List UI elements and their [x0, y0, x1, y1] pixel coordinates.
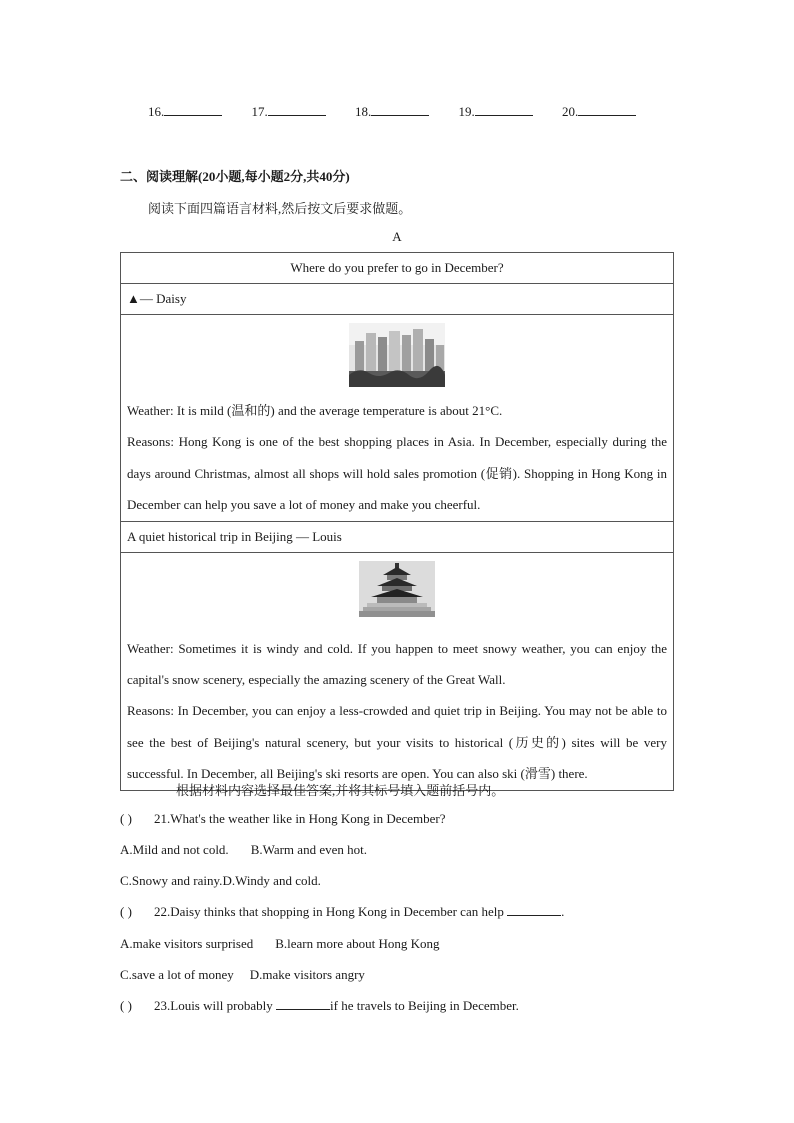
- blank-20: 20.: [562, 104, 636, 120]
- blank-17: 17.: [252, 104, 326, 120]
- section-title: 二、阅读理解(20小题,每小题2分,共40分): [120, 169, 350, 184]
- answer-paren-22: ( ): [120, 904, 132, 919]
- option-22-d: D.make visitors angry: [249, 967, 365, 982]
- daisy-reasons: Reasons: Hong Kong is one of the best shopping places in Asia. In December, especially during the days around Christmas, almost all shops will hold sales promotion (促销). Shopping in Hong Kong in December can help you save a lot of money and make you cheerful.: [127, 434, 667, 513]
- temple-of-heaven-icon: [359, 561, 435, 617]
- passage-letter: A: [392, 229, 402, 244]
- temple-of-heaven-photo: [127, 553, 667, 633]
- question-22-stem: 22.Daisy thinks that shopping in Hong Kong in December can help: [154, 904, 508, 919]
- blank-18: 18.: [355, 104, 429, 120]
- answer-blank-23: [276, 999, 330, 1010]
- entry-louis-text: [127, 633, 667, 790]
- question-23: ( ) 23.Louis will probably if he travels to Beijing in December.: [120, 998, 519, 1013]
- question-21: [120, 811, 446, 827]
- question-21-options-cd: [120, 873, 321, 889]
- option-22-c: C.save a lot of money: [120, 967, 234, 982]
- option-21-d: D.Windy and cold.: [222, 873, 321, 888]
- answer-blanks-row: [148, 104, 648, 120]
- entry-daisy-name: ▲— Daisy: [121, 284, 674, 315]
- answer-paren-21: ( ): [120, 811, 132, 826]
- entry-daisy-text: [127, 395, 667, 521]
- question-21-stem: 21.What's the weather like in Hong Kong in December?: [154, 811, 446, 826]
- question-21-options-ab: [120, 842, 367, 858]
- louis-weather: Weather: Sometimes it is windy and cold. If you happen to meet snowy weather, you can enjoy the capital's snow scenery, especially the amazing scenery of the Great Wall.: [127, 640, 667, 688]
- travel-table: [120, 252, 674, 791]
- hong-kong-skyline-icon: [349, 323, 445, 387]
- blank-16: 16.: [148, 104, 222, 120]
- entry-louis-name: A quiet historical trip in Beijing — Louis: [121, 521, 674, 552]
- table-header: Where do you prefer to go in December?: [121, 253, 674, 284]
- daisy-weather: Weather: It is mild (温和的) and the average temperature is about 21°C.: [127, 403, 503, 418]
- question-22: ( ) 22.Daisy thinks that shopping in Hong Kong in December can help .: [120, 904, 565, 919]
- blank-19: 19.: [459, 104, 533, 120]
- option-21-c: C.Snowy and rainy.: [120, 873, 223, 888]
- option-21-b: B.Warm and even hot.: [250, 842, 367, 857]
- answer-blank-22: [507, 905, 561, 916]
- entry-louis-body: [121, 552, 674, 790]
- question-22-options-cd: [120, 967, 365, 983]
- entry-daisy-body: [121, 315, 674, 522]
- task-instruction: 根据材料内容选择最佳答案,并将其标号填入题前括号内。: [176, 783, 505, 798]
- option-21-a: A.Mild and not cold.: [120, 842, 229, 857]
- hong-kong-skyline-photo: [127, 315, 667, 395]
- question-22-options-ab: [120, 936, 440, 952]
- louis-reasons: Reasons: In December, you can enjoy a less-crowded and quiet trip in Beijing. You may not be able to see the best of Beijing's natural scenery, but your visits to historical (历史的) sites will be very successful. In December, all Beijing's ski resorts are open. You can also ski (滑雪) there.: [127, 703, 667, 782]
- answer-paren-23: ( ): [120, 998, 132, 1013]
- section-instruction: 阅读下面四篇语言材料,然后按文后要求做题。: [148, 201, 412, 216]
- option-22-b: B.learn more about Hong Kong: [275, 936, 440, 951]
- option-22-a: A.make visitors surprised: [120, 936, 254, 951]
- question-23-stem: 23.Louis will probably: [154, 998, 277, 1013]
